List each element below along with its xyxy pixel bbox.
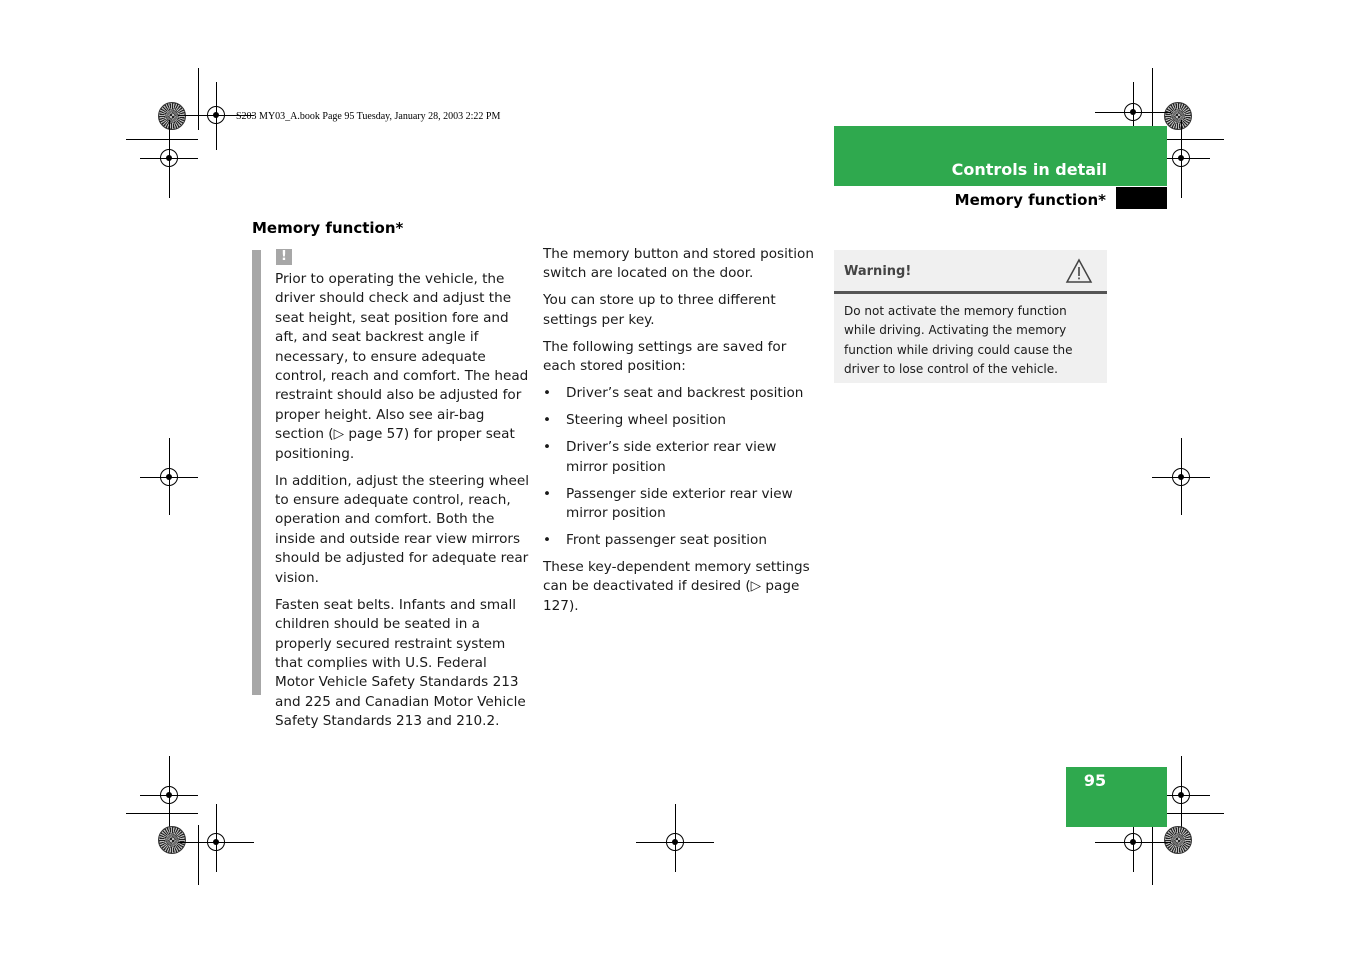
list-item-text: Passenger side exterior rear view mirror position bbox=[566, 485, 793, 522]
settings-list bbox=[543, 384, 818, 550]
note-paragraph: Prior to operating the vehicle, the driver should check and adjust the seat height, seat position fore and aft, and seat backrest angle if necessary, to ensure adequate control, reach and comfort. The head restraint should also be adjusted for proper height. Also see air-bag section (▷ page 57) for proper seat positioning. bbox=[275, 271, 529, 462]
registration-target-icon bbox=[160, 468, 178, 486]
note-paragraph: In addition, adjust the steering wheel to ensure adequate control, reach, operation and comfort. Both the inside and outside rear view mirrors should be adjusted for adequate rear vision. bbox=[275, 472, 530, 586]
list-item-text: Driver’s seat and backrest position bbox=[566, 385, 804, 402]
registration-starburst-icon bbox=[1164, 826, 1192, 854]
body-paragraph: These key-dependent memory settings can be deactivated if desired (▷ page 127). bbox=[543, 559, 810, 614]
body-paragraph: The memory button and stored position switch are located on the door. bbox=[543, 246, 814, 282]
body-paragraph: The following settings are saved for each stored position: bbox=[543, 338, 787, 375]
warning-triangle-icon bbox=[1065, 258, 1093, 284]
list-item bbox=[543, 384, 818, 403]
list-item bbox=[543, 485, 818, 524]
registration-target-icon bbox=[160, 786, 178, 804]
registration-starburst-icon bbox=[158, 826, 186, 854]
list-item bbox=[543, 531, 818, 550]
list-item-text: Front passenger seat position bbox=[566, 532, 767, 549]
bullet-icon: • bbox=[543, 439, 552, 456]
crop-mark bbox=[1152, 68, 1153, 130]
note-paragraph: Fasten seat belts. Infants and small children should be seated in a properly secured restraint system that complies with U.S. Federal Motor Vehicle Safety Standards 213 and 225 and Canadian Motor Vehicle Safety Standards 213 and 210.2. bbox=[275, 596, 526, 730]
crop-mark bbox=[126, 813, 198, 814]
crop-mark bbox=[198, 825, 199, 885]
registration-starburst-icon bbox=[158, 102, 186, 130]
body-paragraph: You can store up to three different settings per key. bbox=[543, 292, 776, 328]
registration-target-icon bbox=[207, 833, 225, 851]
warning-header bbox=[834, 250, 1107, 294]
section-title: Controls in detail bbox=[951, 160, 1107, 179]
note-text bbox=[275, 270, 529, 739]
warning-box bbox=[834, 250, 1107, 383]
list-item bbox=[543, 411, 818, 430]
body-text bbox=[543, 245, 818, 624]
warning-label: Warning! bbox=[844, 264, 912, 279]
list-item-text: Steering wheel position bbox=[566, 412, 727, 429]
registration-target-icon bbox=[1172, 468, 1190, 486]
bullet-icon: • bbox=[543, 485, 552, 502]
registration-target-icon bbox=[1172, 149, 1190, 167]
exclamation-icon: ! bbox=[276, 249, 292, 265]
note-side-bar bbox=[252, 250, 261, 695]
registration-target-icon bbox=[1172, 786, 1190, 804]
page-number-tab bbox=[1066, 767, 1167, 827]
print-meta-line: S203 MY03_A.book Page 95 Tuesday, January 28, 2003 2:22 PM bbox=[236, 111, 501, 122]
subsection-title: Memory function* bbox=[954, 191, 1106, 209]
registration-target-icon bbox=[1124, 103, 1142, 121]
crop-mark bbox=[126, 139, 198, 140]
registration-target-icon bbox=[160, 149, 178, 167]
list-item bbox=[543, 438, 818, 477]
registration-target-icon bbox=[1124, 833, 1142, 851]
header-tab-marker bbox=[1116, 187, 1167, 209]
bullet-icon: • bbox=[543, 412, 552, 429]
warning-text: Do not activate the memory function while driving. Activating the memory function while driving could cause the driver to lose control of the vehicle. bbox=[844, 304, 1073, 376]
page-number: 95 bbox=[1083, 771, 1107, 790]
registration-target-icon bbox=[666, 833, 684, 851]
crop-mark bbox=[198, 68, 199, 130]
page-heading: Memory function* bbox=[252, 219, 404, 237]
bullet-icon: • bbox=[543, 532, 552, 549]
registration-target-icon bbox=[207, 106, 225, 124]
list-item-text: Driver’s side exterior rear view mirror position bbox=[566, 439, 777, 475]
bullet-icon: • bbox=[543, 385, 552, 402]
registration-starburst-icon bbox=[1164, 102, 1192, 130]
crop-mark bbox=[1152, 825, 1153, 885]
